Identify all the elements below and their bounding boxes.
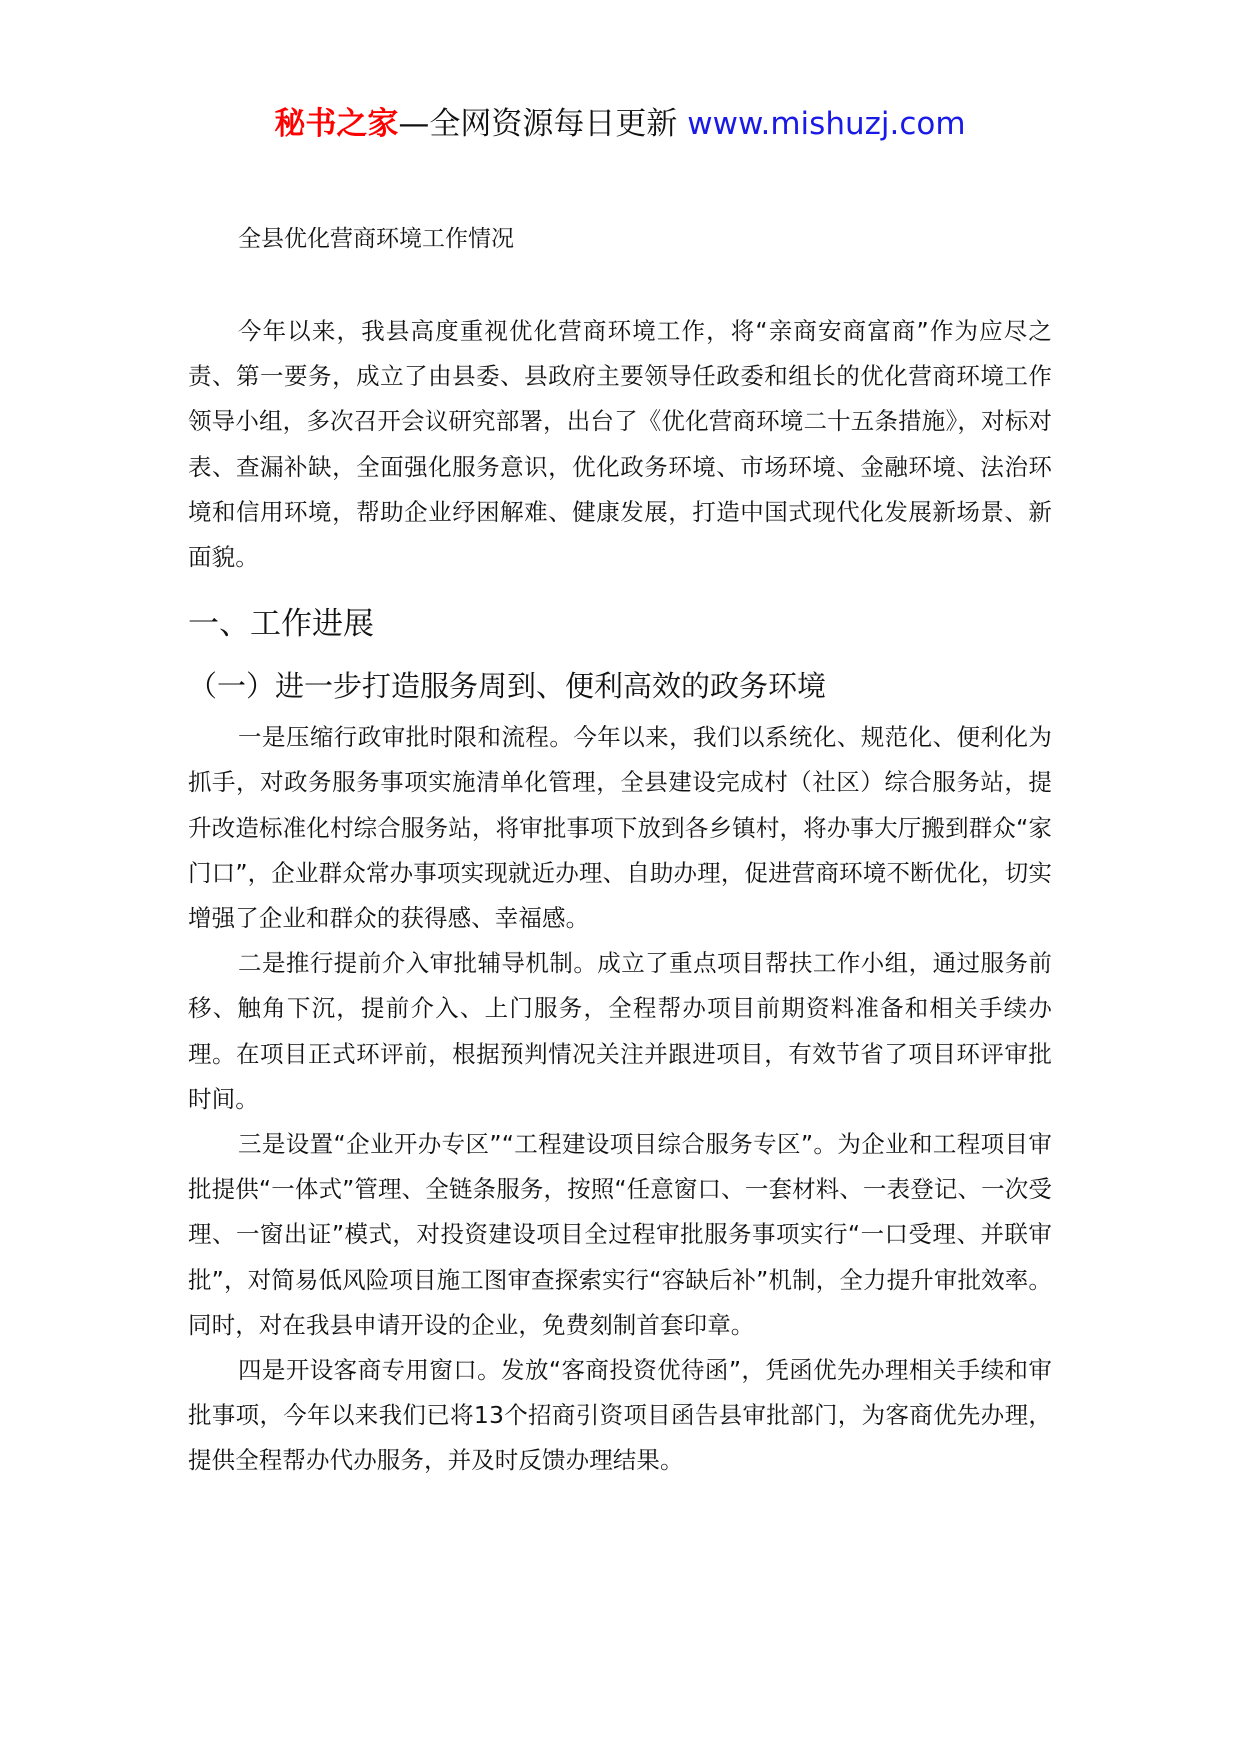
document-title: 全县优化营商环境工作情况 — [238, 226, 514, 252]
section-heading: 一、工作进展 — [188, 606, 374, 643]
banner-tagline: —全网资源每日更新 — [398, 106, 688, 142]
intro-paragraph: 今年以来，我县高度重视优化营商环境工作，将“亲商安商富商”作为应尽之责、第一要务，成立了由县委、县政府主要领导任政委和组长的优化营商环境工作领导小组，多次召开会议研究部署，出台了《优化营商环境二十五条措施》，对标对表、查漏补缺，全面强化服务意识，优化政务环境、市场环境、金融环境、法治环境和信用环境，帮助企业纾困解难、健康发展，打造中国式现代化发展新场景、新面貌。 — [188, 317, 1052, 572]
body-paragraph: 一是压缩行政审批时限和流程。今年以来，我们以系统化、规范化、便利化为抓手，对政务服务事项实施清单化管理，全县建设完成村（社区）综合服务站，提升改造标准化村综合服务站，将审批事项下放到各乡镇村，将办事大厅搬到群众“家门口”，企业群众常办事项实现就近办理、自助办理，促进营商环境不断优化，切实增强了企业和群众的获得感、幸福感。 — [188, 723, 1052, 933]
body-paragraph: 四是开设客商专用窗口。发放“客商投资优待函”，凭函优先办理相关手续和审批事项，今年以来我们已将13个招商引资项目函告县审批部门，为客商优先办理，提供全程帮办代办服务，并及时反馈办理结果。 — [188, 1356, 1052, 1475]
site-url-link[interactable]: www.mishuzj.com — [687, 106, 966, 142]
subsection-heading: （一）进一步打造服务周到、便利高效的政务环境 — [188, 669, 827, 704]
body-paragraph: 二是推行提前介入审批辅导机制。成立了重点项目帮扶工作小组，通过服务前移、触角下沉，提前介入、上门服务，全程帮办项目前期资料准备和相关手续办理。在项目正式环评前，根据预判情况关注并跟进项目，有效节省了项目环评审批时间。 — [188, 949, 1052, 1113]
document-body — [188, 309, 1052, 1484]
body-paragraph: 三是设置“企业开办专区”“工程建设项目综合服务专区”。为企业和工程项目审批提供“一体式”管理、全链条服务，按照“任意窗口、一套材料、一表登记、一次受理、一窗出证”模式，对投资建设项目全过程审批服务事项实行“一口受理、并联审批”，对简易低风险项目施工图审查探索实行“容缺后补”机制，全力提升审批效率。同时，对在我县申请开设的企业，免费刻制首套印章。 — [188, 1130, 1053, 1339]
brand-name: 秘书之家 — [274, 106, 399, 142]
site-banner — [0, 102, 1240, 146]
